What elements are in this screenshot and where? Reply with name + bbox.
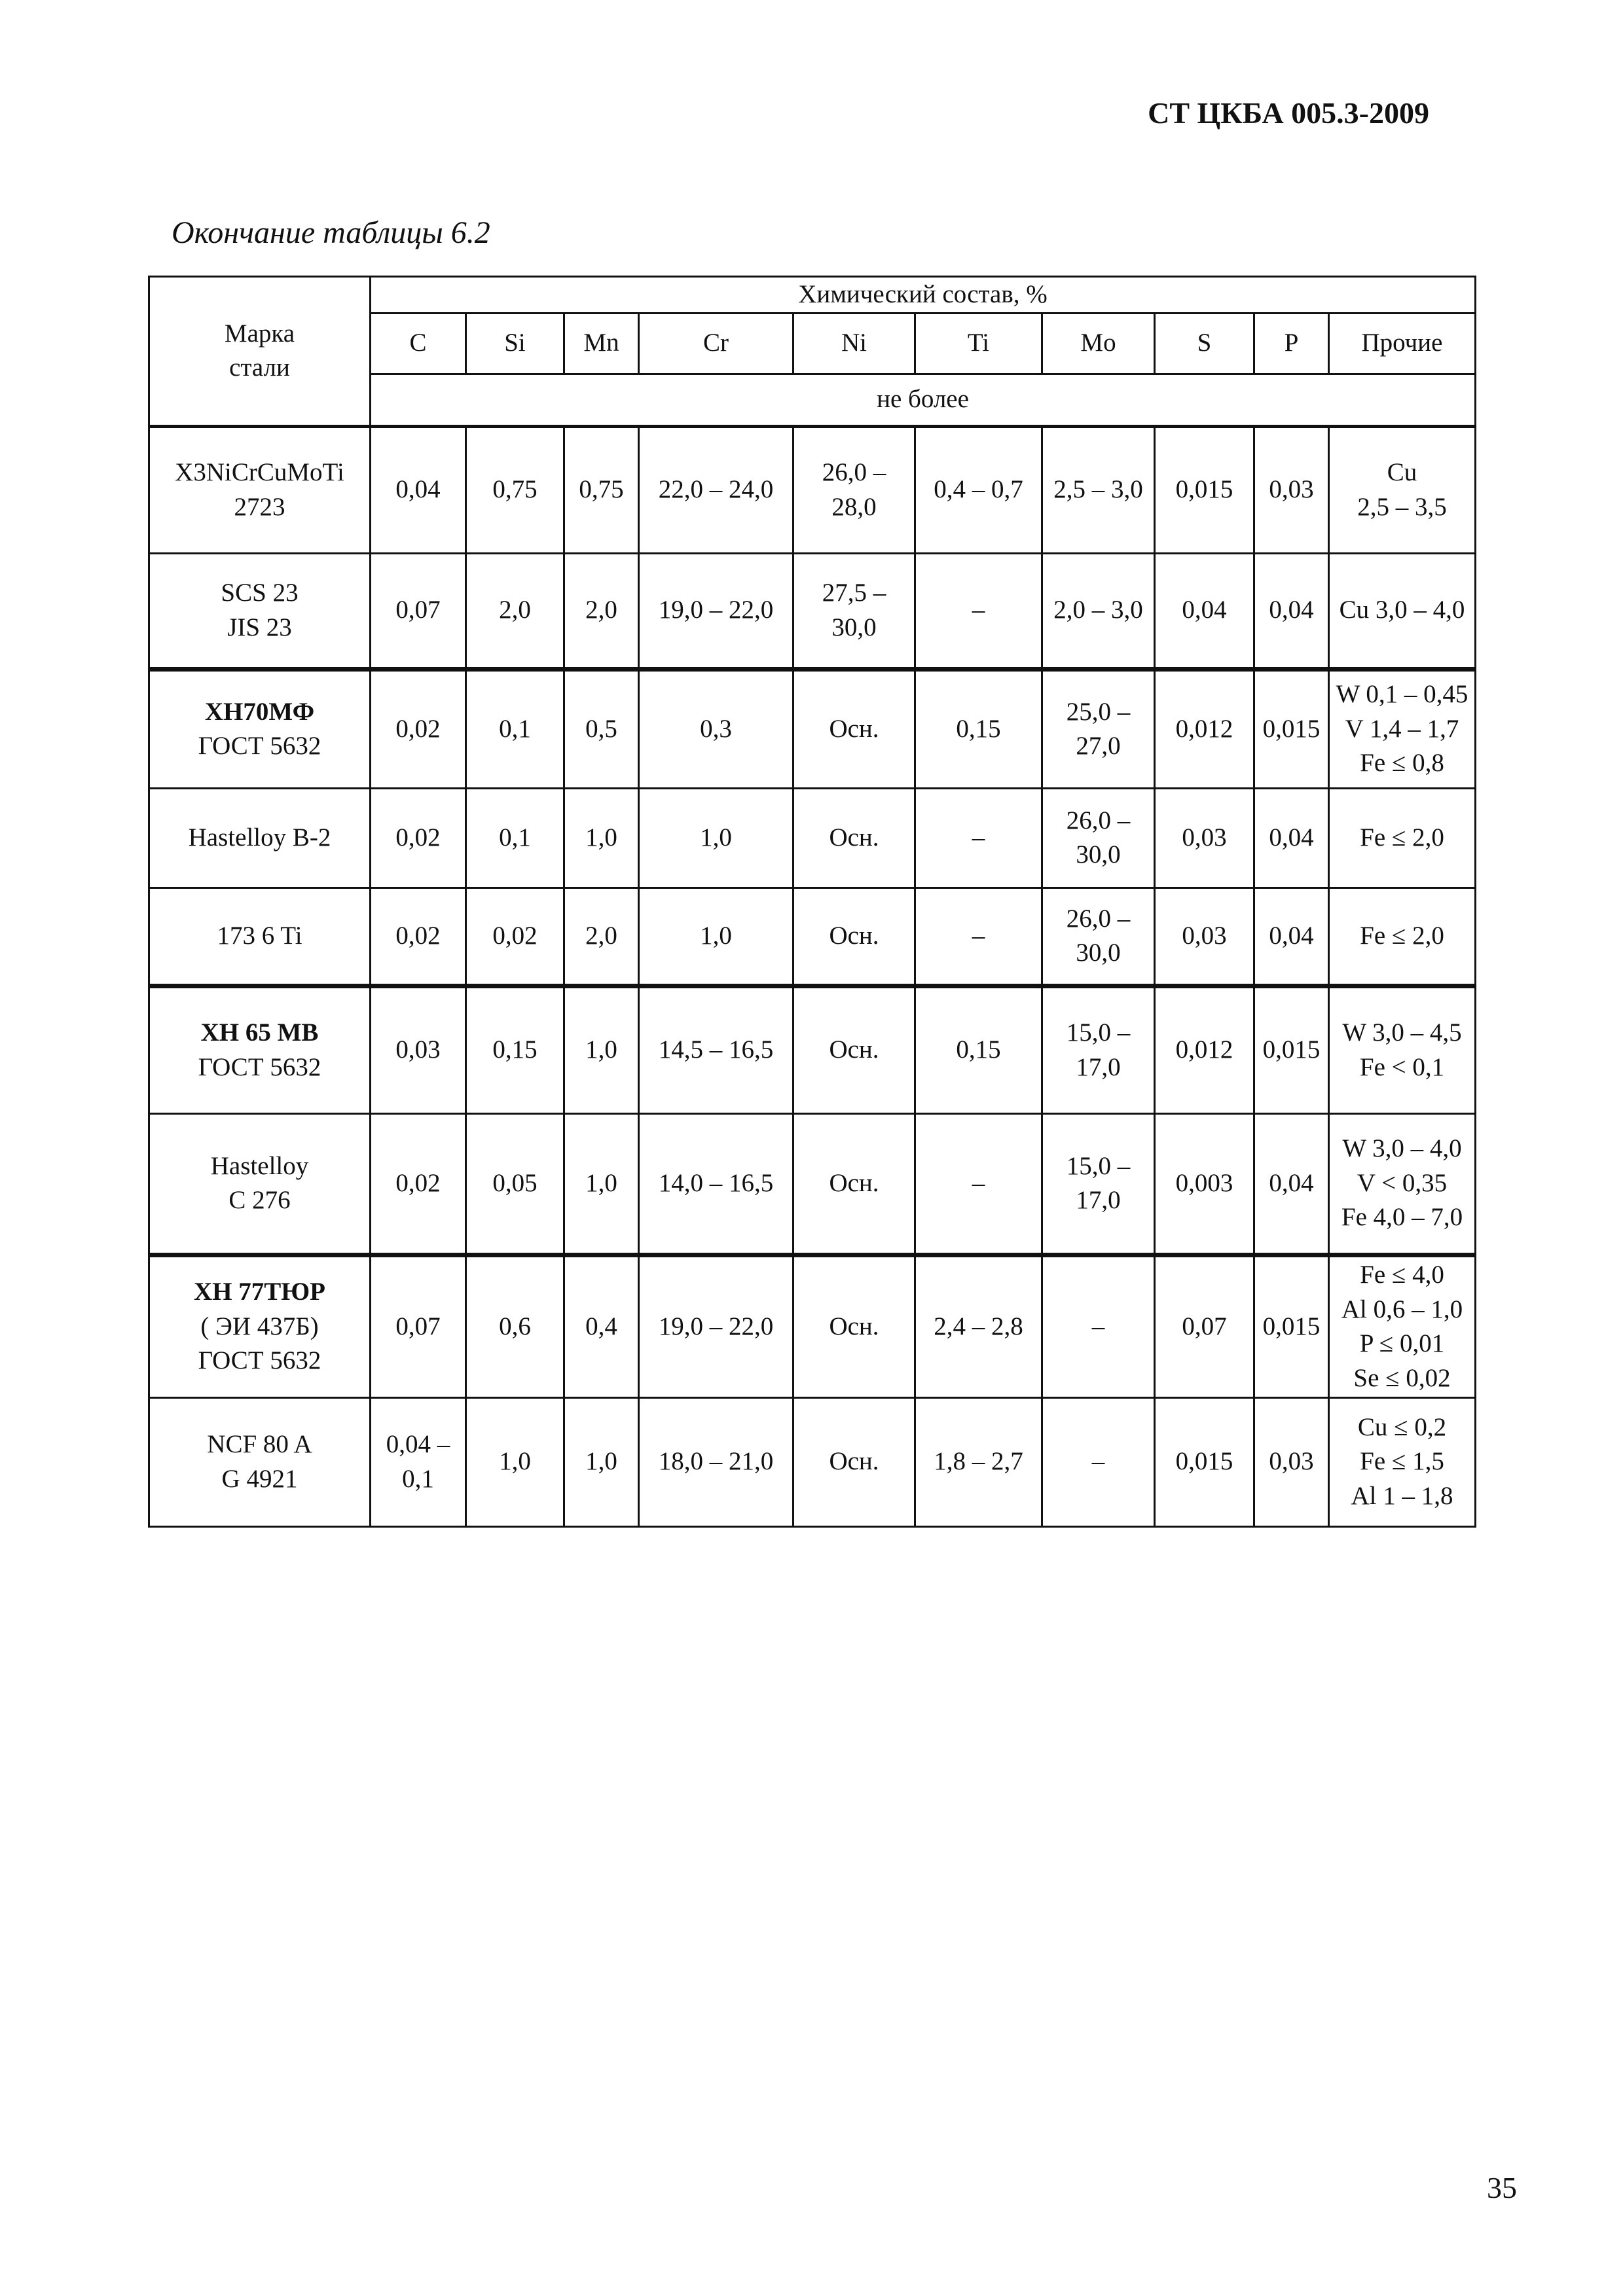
cell-line: 0,02: [492, 921, 538, 950]
cell-line: 19,0 – 22,0: [658, 596, 774, 624]
cell-line: 0,02: [395, 921, 441, 950]
cell-line: 0,4: [585, 1312, 617, 1340]
element-ti-cell: [915, 986, 1042, 1113]
column-header: P: [1254, 313, 1329, 374]
element-cr-cell: [639, 426, 793, 553]
element-cr-cell: [639, 669, 793, 788]
element-mn-cell: [564, 669, 639, 788]
cell-line: W 0,1 – 0,45: [1336, 680, 1468, 709]
cell-line: 0,04: [395, 475, 441, 504]
element-s-cell: [1155, 426, 1254, 553]
cell-line: Fe ≤ 0,8: [1360, 749, 1444, 778]
element-c-cell: [371, 1113, 466, 1255]
steel-grade-cell: [149, 426, 371, 553]
cell-line: 2,0: [585, 596, 617, 624]
element-p-cell: [1254, 669, 1329, 788]
table-row: [149, 1113, 1476, 1255]
element-mo-cell: [1042, 986, 1155, 1113]
cell-line: 0,02: [395, 823, 441, 852]
other-elements-cell: [1329, 669, 1476, 788]
cell-line: 0,5: [585, 714, 617, 743]
element-mn-cell: [564, 1397, 639, 1526]
element-mo-cell: [1042, 553, 1155, 669]
table-row: [149, 669, 1476, 788]
cell-line: ( ЭИ 437Б): [200, 1312, 319, 1340]
cell-line: Fe ≤ 2,0: [1360, 921, 1444, 950]
cell-line: Hastelloy B-2: [188, 823, 331, 852]
cell-line: ХН 77ТЮР: [194, 1278, 325, 1306]
cell-line: 0,4 – 0,7: [934, 475, 1023, 504]
element-si-cell: [466, 669, 564, 788]
element-c-cell: [371, 1397, 466, 1526]
cell-line: 173 6 Ti: [217, 921, 302, 950]
cell-line: Se ≤ 0,02: [1353, 1363, 1451, 1392]
cell-line: 22,0 – 24,0: [658, 475, 774, 504]
cell-line: 30,0: [1076, 840, 1121, 869]
cell-line: 30,0: [831, 613, 877, 641]
cell-line: 0,04: [1269, 1168, 1314, 1197]
table-row: [149, 426, 1476, 553]
cell-line: 0,03: [1182, 921, 1227, 950]
cell-line: 0,015: [1262, 1312, 1321, 1340]
composition-header: Химический состав, %: [371, 277, 1476, 314]
element-s-cell: [1155, 1255, 1254, 1397]
table-row: [149, 788, 1476, 888]
table-row: [149, 1255, 1476, 1397]
limit-note: не более: [371, 374, 1476, 426]
table-row: [149, 553, 1476, 669]
element-ti-cell: [915, 888, 1042, 986]
element-p-cell: [1254, 1113, 1329, 1255]
cell-line: 27,0: [1076, 732, 1121, 761]
cell-line: 0,07: [395, 1312, 441, 1340]
cell-line: JIS 23: [227, 613, 292, 641]
cell-line: 0,012: [1175, 714, 1233, 743]
element-ti-cell: [915, 426, 1042, 553]
element-mo-cell: [1042, 669, 1155, 788]
cell-line: 30,0: [1076, 939, 1121, 967]
cell-line: 2723: [234, 492, 285, 521]
cell-line: V 1,4 – 1,7: [1345, 714, 1459, 743]
cell-line: 0,015: [1262, 714, 1321, 743]
element-mo-cell: [1042, 888, 1155, 986]
cell-line: 26,0 –: [1066, 806, 1131, 834]
cell-line: –: [972, 823, 985, 852]
element-mo-cell: [1042, 788, 1155, 888]
element-mo-cell: [1042, 1255, 1155, 1397]
steel-grade-cell: [149, 1255, 371, 1397]
other-elements-cell: [1329, 1113, 1476, 1255]
cell-line: 0,03: [395, 1035, 441, 1064]
cell-line: Осн.: [829, 823, 879, 852]
cell-line: Fe 4,0 – 7,0: [1341, 1203, 1463, 1232]
column-header: Прочие: [1329, 313, 1476, 374]
element-s-cell: [1155, 553, 1254, 669]
steel-grade-cell: [149, 1113, 371, 1255]
cell-line: Cu: [1387, 458, 1417, 486]
cell-line: 1,0: [499, 1447, 531, 1476]
element-si-cell: [466, 426, 564, 553]
cell-line: 0,15: [956, 1035, 1001, 1064]
element-mo-cell: [1042, 1113, 1155, 1255]
element-ti-cell: [915, 1397, 1042, 1526]
element-mn-cell: [564, 986, 639, 1113]
cell-line: ХН 65 МВ: [200, 1018, 319, 1047]
cell-line: 26,0 –: [1066, 904, 1131, 933]
cell-line: Fe ≤ 2,0: [1360, 823, 1444, 852]
cell-line: 2,0 – 3,0: [1053, 596, 1143, 624]
element-ti-cell: [915, 669, 1042, 788]
element-p-cell: [1254, 788, 1329, 888]
cell-line: Осн.: [829, 1035, 879, 1064]
cell-line: 2,5 – 3,0: [1053, 475, 1143, 504]
element-ni-cell: [793, 986, 915, 1113]
cell-line: –: [972, 596, 985, 624]
cell-line: –: [972, 921, 985, 950]
column-header: Cr: [639, 313, 793, 374]
cell-line: 0,04: [1182, 596, 1227, 624]
other-elements-cell: [1329, 553, 1476, 669]
element-si-cell: [466, 1397, 564, 1526]
cell-line: 0,1: [499, 823, 531, 852]
cell-line: 0,012: [1175, 1035, 1233, 1064]
element-si-cell: [466, 553, 564, 669]
cell-line: Осн.: [829, 714, 879, 743]
cell-line: 0,1: [499, 714, 531, 743]
cell-line: 27,5 –: [822, 579, 886, 607]
cell-line: Cu 3,0 – 4,0: [1339, 596, 1465, 624]
cell-line: 2,0: [499, 596, 531, 624]
cell-line: 1,0: [700, 921, 732, 950]
cell-line: –: [1091, 1447, 1105, 1476]
cell-line: P ≤ 0,01: [1359, 1329, 1445, 1358]
cell-line: 1,0: [585, 1035, 617, 1064]
cell-line: Осн.: [829, 1312, 879, 1340]
cell-line: 0,07: [395, 596, 441, 624]
steel-grade-cell: [149, 1397, 371, 1526]
element-ni-cell: [793, 426, 915, 553]
cell-line: 0,04 –: [386, 1430, 450, 1458]
cell-line: 1,0: [700, 823, 732, 852]
cell-line: 1,0: [585, 823, 617, 852]
element-cr-cell: [639, 888, 793, 986]
cell-line: 0,015: [1175, 1447, 1233, 1476]
table-row: [149, 986, 1476, 1113]
element-cr-cell: [639, 986, 793, 1113]
cell-line: 0,015: [1175, 475, 1233, 504]
element-p-cell: [1254, 1397, 1329, 1526]
column-header: S: [1155, 313, 1254, 374]
other-elements-cell: [1329, 1255, 1476, 1397]
element-s-cell: [1155, 669, 1254, 788]
cell-line: 0,02: [395, 714, 441, 743]
element-ni-cell: [793, 669, 915, 788]
cell-line: 0,6: [499, 1312, 531, 1340]
cell-line: 14,5 – 16,5: [658, 1035, 774, 1064]
element-ni-cell: [793, 1255, 915, 1397]
cell-line: X3NiCrCuMoTi: [175, 458, 344, 486]
element-ti-cell: [915, 788, 1042, 888]
element-p-cell: [1254, 1255, 1329, 1397]
element-mn-cell: [564, 553, 639, 669]
cell-line: 1,8 – 2,7: [934, 1447, 1023, 1476]
table-row: [149, 888, 1476, 986]
column-header: Si: [466, 313, 564, 374]
cell-line: Cu ≤ 0,2: [1357, 1412, 1447, 1441]
element-c-cell: [371, 888, 466, 986]
cell-line: 0,04: [1269, 823, 1314, 852]
cell-line: 2,4 – 2,8: [934, 1312, 1023, 1340]
cell-line: 2,0: [585, 921, 617, 950]
element-s-cell: [1155, 986, 1254, 1113]
cell-line: Al 1 – 1,8: [1351, 1481, 1453, 1510]
element-ti-cell: [915, 1113, 1042, 1255]
cell-line: 15,0 –: [1066, 1018, 1131, 1047]
cell-line: 0,003: [1175, 1168, 1233, 1197]
cell-line: 1,0: [585, 1168, 617, 1197]
cell-line: W 3,0 – 4,5: [1342, 1018, 1462, 1047]
element-ni-cell: [793, 1113, 915, 1255]
element-si-cell: [466, 986, 564, 1113]
cell-line: Осн.: [829, 1168, 879, 1197]
cell-line: –: [972, 1168, 985, 1197]
cell-line: Fe ≤ 1,5: [1360, 1447, 1444, 1476]
cell-line: ХН70МФ: [204, 697, 315, 726]
cell-line: 15,0 –: [1066, 1151, 1131, 1180]
table-row: [149, 1397, 1476, 1526]
element-p-cell: [1254, 888, 1329, 986]
cell-line: 0,15: [956, 714, 1001, 743]
element-mn-cell: [564, 888, 639, 986]
cell-line: 19,0 – 22,0: [658, 1312, 774, 1340]
element-p-cell: [1254, 553, 1329, 669]
element-p-cell: [1254, 426, 1329, 553]
cell-line: –: [1091, 1312, 1105, 1340]
element-si-cell: [466, 888, 564, 986]
table-body: [149, 426, 1476, 1526]
cell-line: 26,0 –: [822, 458, 886, 486]
cell-line: 0,03: [1269, 475, 1314, 504]
element-c-cell: [371, 669, 466, 788]
cell-line: 17,0: [1076, 1052, 1121, 1081]
steel-grade-cell: [149, 788, 371, 888]
cell-line: ГОСТ 5632: [198, 1052, 321, 1081]
element-s-cell: [1155, 888, 1254, 986]
cell-line: 25,0 –: [1066, 697, 1131, 726]
element-c-cell: [371, 986, 466, 1113]
cell-line: 0,75: [579, 475, 624, 504]
cell-line: NCF 80 A: [207, 1430, 312, 1458]
element-cr-cell: [639, 553, 793, 669]
element-s-cell: [1155, 788, 1254, 888]
element-cr-cell: [639, 788, 793, 888]
element-ti-cell: [915, 553, 1042, 669]
cell-line: C 276: [228, 1186, 291, 1215]
column-header: Mo: [1042, 313, 1155, 374]
steel-grade-cell: [149, 553, 371, 669]
cell-line: 0,05: [492, 1168, 538, 1197]
other-elements-cell: [1329, 1397, 1476, 1526]
steel-grade-cell: [149, 669, 371, 788]
element-mo-cell: [1042, 426, 1155, 553]
column-header: Mn: [564, 313, 639, 374]
element-si-cell: [466, 1255, 564, 1397]
table-header: [149, 277, 1476, 427]
column-header: Ti: [915, 313, 1042, 374]
cell-line: 0,03: [1182, 823, 1227, 852]
grade-header-line: стали: [229, 353, 290, 382]
other-elements-cell: [1329, 888, 1476, 986]
steel-grade-cell: [149, 888, 371, 986]
cell-line: 1,0: [585, 1447, 617, 1476]
cell-line: Fe < 0,1: [1359, 1052, 1445, 1081]
chemical-composition-table: [148, 276, 1476, 1528]
element-cr-cell: [639, 1113, 793, 1255]
element-si-cell: [466, 1113, 564, 1255]
element-si-cell: [466, 788, 564, 888]
grade-header: [149, 277, 371, 427]
cell-line: 0,15: [492, 1035, 538, 1064]
cell-line: 17,0: [1076, 1186, 1121, 1215]
column-header: C: [371, 313, 466, 374]
element-c-cell: [371, 788, 466, 888]
cell-line: Fe ≤ 4,0: [1360, 1260, 1444, 1289]
cell-line: 28,0: [831, 492, 877, 521]
element-ni-cell: [793, 553, 915, 669]
cell-line: 0,07: [1182, 1312, 1227, 1340]
element-ti-cell: [915, 1255, 1042, 1397]
document-code: СТ ЦКБА 005.3-2009: [1148, 96, 1429, 130]
cell-line: ГОСТ 5632: [198, 1346, 321, 1375]
table-caption: Окончание таблицы 6.2: [172, 215, 490, 250]
cell-line: Осн.: [829, 1447, 879, 1476]
element-mn-cell: [564, 788, 639, 888]
cell-line: 2,5 – 3,5: [1357, 492, 1447, 521]
cell-line: 0,015: [1262, 1035, 1321, 1064]
other-elements-cell: [1329, 986, 1476, 1113]
cell-line: 0,1: [402, 1464, 434, 1493]
cell-line: 0,3: [700, 714, 732, 743]
cell-line: 0,04: [1269, 596, 1314, 624]
element-c-cell: [371, 426, 466, 553]
element-cr-cell: [639, 1255, 793, 1397]
other-elements-cell: [1329, 426, 1476, 553]
cell-line: ГОСТ 5632: [198, 732, 321, 761]
column-header: Ni: [793, 313, 915, 374]
element-mn-cell: [564, 426, 639, 553]
cell-line: 0,03: [1269, 1447, 1314, 1476]
cell-line: SCS 23: [221, 579, 299, 607]
cell-line: W 3,0 – 4,0: [1342, 1134, 1462, 1163]
page-number: 35: [1487, 2171, 1517, 2204]
cell-line: Al 0,6 – 1,0: [1341, 1295, 1463, 1323]
cell-line: Осн.: [829, 921, 879, 950]
grade-header-line: Марка: [224, 319, 295, 348]
element-c-cell: [371, 553, 466, 669]
cell-line: 0,75: [492, 475, 538, 504]
element-c-cell: [371, 1255, 466, 1397]
element-mn-cell: [564, 1255, 639, 1397]
cell-line: 18,0 – 21,0: [658, 1447, 774, 1476]
steel-grade-cell: [149, 986, 371, 1113]
element-ni-cell: [793, 788, 915, 888]
element-cr-cell: [639, 1397, 793, 1526]
element-s-cell: [1155, 1113, 1254, 1255]
element-ni-cell: [793, 888, 915, 986]
other-elements-cell: [1329, 788, 1476, 888]
cell-line: 0,04: [1269, 921, 1314, 950]
element-mo-cell: [1042, 1397, 1155, 1526]
element-ni-cell: [793, 1397, 915, 1526]
cell-line: Hastelloy: [210, 1151, 309, 1180]
element-s-cell: [1155, 1397, 1254, 1526]
cell-line: 14,0 – 16,5: [658, 1168, 774, 1197]
element-p-cell: [1254, 986, 1329, 1113]
cell-line: 0,02: [395, 1168, 441, 1197]
cell-line: V < 0,35: [1357, 1168, 1448, 1197]
element-mn-cell: [564, 1113, 639, 1255]
cell-line: G 4921: [221, 1464, 298, 1493]
